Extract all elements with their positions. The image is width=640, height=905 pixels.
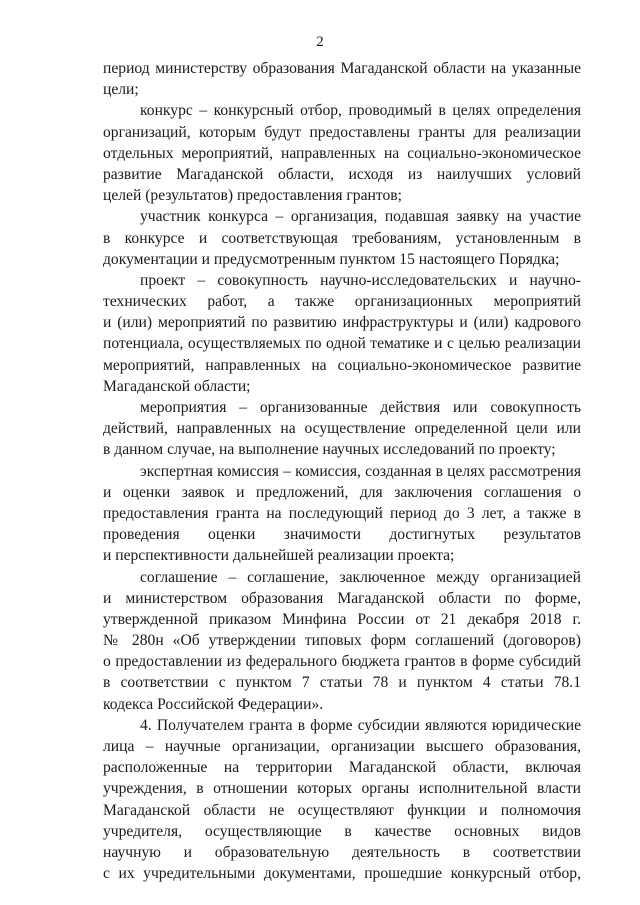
text-line: расположенные на территории Магаданской области, включая — [103, 759, 581, 777]
text-line: мероприятий, направленных на социально-экономическое развитие — [103, 356, 581, 374]
text-line: лица – научные организации, организации высшего образования, — [103, 738, 581, 755]
text-line: и перспективности дальнейшей реализации проекта; — [103, 547, 455, 565]
text-line: документации и предусмотренным пунктом 15 настоящего Порядка; — [103, 250, 560, 268]
text-line: участник конкурса – организация, подавшая заявку на участие — [140, 208, 581, 226]
text-line: в соответствии с пунктом 7 статьи 78 и пунктом 4 статьи 78.1 — [103, 674, 581, 692]
text-line: соглашение – соглашение, заключенное между организацией — [140, 568, 581, 586]
text-line: с их учредительными документами, прошедшие конкурсный отбор, — [103, 865, 581, 883]
text-line: Магаданской области не осуществляют функции и полномочия — [103, 801, 581, 819]
text-line: мероприятия – организованные действия или совокупность — [140, 399, 581, 416]
text-line: № 280н «Об утверждении типовых форм соглашений (договоров) — [103, 632, 581, 650]
text-line: и оценки заявок и предложений, для заключения соглашения о — [103, 483, 581, 501]
text-line: в конкурсе и соответствующая требованиям, установленным в — [103, 229, 581, 247]
text-line: организаций, которым будут предоставлены гранты для реализации — [103, 123, 581, 141]
text-line: предоставления гранта на последующий период до 3 лет, а также в — [103, 504, 581, 522]
text-line: потенциала, осуществляемых по одной тематике и с целью реализации — [103, 335, 581, 353]
text-line: Магаданской области; — [103, 377, 251, 395]
text-line: проведения оценки значимости достигнутых результатов — [103, 526, 581, 544]
text-line: научную и образовательную деятельность в соответствии — [103, 843, 581, 861]
text-line: в данном случае, на выполнение научных исследований по проекту; — [103, 441, 556, 459]
text-line: период министерству образования Магаданской области на указанные — [103, 60, 581, 77]
text-line: о предоставлении из федерального бюджета грантов в форме субсидий — [103, 653, 581, 671]
text-line: утвержденной приказом Минфина России от 21 декабря 2018 г. — [103, 610, 581, 628]
text-line: цели; — [103, 81, 139, 99]
text-line: и министерством образования Магаданской области по форме, — [103, 589, 581, 607]
text-line: целей (результатов) предоставления грантов; — [103, 187, 402, 205]
text-line: действий, направленных на осуществление определенной цели или — [103, 420, 581, 438]
page-number: 2 — [316, 34, 324, 50]
text-line: экспертная комиссия – комиссия, созданная в целях рассмотрения — [140, 462, 581, 480]
text-line: учредителя, осуществляющие в качестве основных видов — [103, 822, 581, 840]
text-line: и (или) мероприятий по развитию инфраструктуры и (или) кадрового — [103, 314, 581, 332]
text-line: технических работ, а также организационных мероприятий — [103, 293, 581, 311]
text-line: отдельных мероприятий, направленных на социально-экономическое — [103, 144, 581, 162]
text-line: кодекса Российской Федерации». — [103, 695, 324, 713]
text-line: проект – совокупность научно-исследовательских и научно- — [140, 271, 581, 289]
text-line: развитие Магаданской области, исходя из наилучших условий — [103, 165, 581, 183]
document-body — [103, 58, 581, 884]
text-line: учреждения, в отношении которых органы исполнительной власти — [103, 780, 581, 798]
text-line: 4. Получателем гранта в форме субсидии являются юридические — [140, 716, 581, 734]
text-line: конкурс – конкурсный отбор, проводимый в целях определения — [140, 102, 581, 120]
